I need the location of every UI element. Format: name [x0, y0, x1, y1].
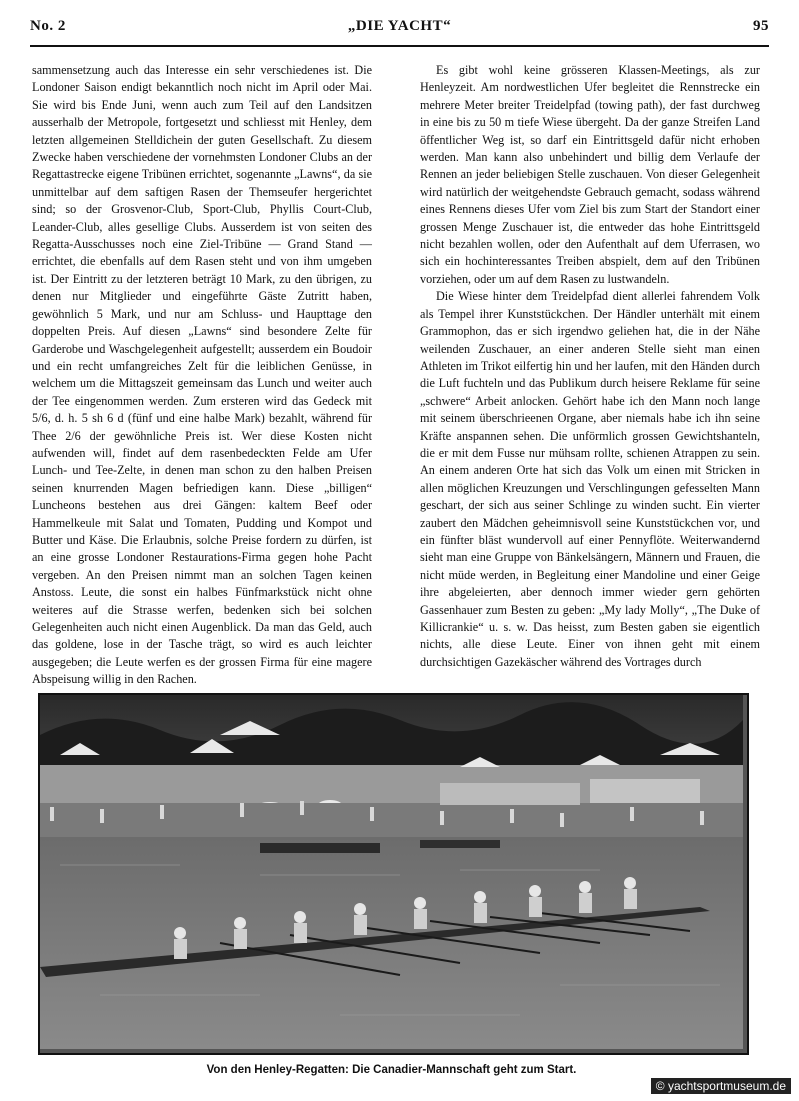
paragraph: Es gibt wohl keine grösseren Klassen-Meetings, als zur Henleyzeit. Am nordwestlichen Ufer begleitet die Rennstrecke ein mehrere Meter breiter Treidelpfad (towing path), der fast durchweg in eine bis zu 50 m tiefe Wiese übergeht. Da der ganze Streifen Land öffentlicher Weg ist, so darf ein Eintrittsgeld dafür nicht erhoben werden. Man kann also unbehindert und billig dem Verlaufe der Rennen an jeder beliebigen Stelle zuschauen. Von dieser Gelegenheit wird natürlich der weitgehendste Gebrauch gemacht, sodass während eines Rennens dieses Ufer vom Ziel bis zum Start der Standort einer grossen Menge Zuschauer ist, die entweder das hohe Eintrittsgeld nicht bezahlen wollen, oder den Aufenthalt auf dem Uferrasen, wo sich ein hochinteressantes Treiben abspielt, dem auf den Tribünen vorziehen, oder um auf dem Rasen zu lustwandeln.	[420, 63, 760, 286]
issue-number: No. 2	[30, 18, 66, 34]
left-column	[32, 62, 372, 687]
journal-title: „DIE YACHT“	[347, 18, 452, 34]
right-column	[420, 62, 760, 674]
regatta-photo	[38, 693, 749, 1055]
paragraph: sammensetzung auch das Interesse ein sehr verschiedenes ist. Die Londoner Saison endigt bekanntlich noch nicht im April oder Mai. Sie wird bis Ende Juni, wenn auch zum Teil auf den Landsitzen ausserhalb der Metropole, fortgesetzt und schliesst mit Henley, dem letzten allgemeinen Stelldichein der guten Gesellschaft. Zu diesem Zwecke haben verschiedene der vornehmsten Londoner Clubs an der Regattastrecke eigene Tribünen errichtet, sogenannte „Lawns“, da sie unmittelbar auf dem saftigen Rasen der Themseufer hergerichtet sind; so der Grosvenor-Club, Sport-Club, Phyllis Court-Club, Leander-Club, alles gesellige Clubs. Ausserdem ist von seiten des Regatta-Ausschusses noch eine Ziel-Tribüne — Grand Stand — errichtet, die ebenfalls auf dem Rasen steht und von ihm umgeben ist. Der Eintritt zu der letzteren beträgt 10 Mark, zu den übrigen, zu denen nur Mitglieder und eingeführte Gäste Zutritt haben, gewöhnlich 5 Mark, und nur am Schluss- und Haupttage den doppelten Preis. Auf diesen „Lawns“ sind besondere Zelte für Garderobe und Waschgelegenheit aufgestellt; ausserdem ein Boudoir und ein recht umfangreiches Zelt für die leiblichen Genüsse, in welchem um die Mittagszeit gemeinsam das Lunch und weiter auch der Tee eingenommen werden. Zum ersteren wird das Gedeck mit 5/6, d. h. 5 sh 6 d (fünf und eine halbe Mark) bezahlt, während für Thee 2/6 der gewöhnliche Preis ist. Wer diese Kosten nicht aufwenden will, findet auf dem rasenbedeckten Felde am Ufer Lunch- und Tee-Zelte, in denen man schon zu den halben Preisen seinen knurrenden Magen befriedigen kann. Diese „billigen“ Luncheons bestehen aus drei Gängen: kaltem Beef oder Hammelkeule mit Salat und Tomaten, Pudding und Kompot und Butter und Käse. Die Erlaubnis, solche Preise fordern zu dürfen, ist an eine grosse Londoner Restaurations-Firma gegen hohe Pacht vergeben. An den Preisen nimmt man an solchen Tagen keinen Anstoss. Leute, die sonst ein halbes Fünfmarkstück nicht ohne weiteres auf die Strasse werfen, bedenken sich bei solchen Gelegenheiten auch nicht einen Augenblick. Da man das Geld, auch das goldene, lose in der Tasche trägt, so wird es auch leichter ausgegeben; die Leute werfen es der grossen Firma für eine magere Abspeisung willig in den Rachen.	[32, 63, 372, 687]
watermark: © yachtsportmuseum.de	[651, 1078, 791, 1094]
paragraph: Die Wiese hinter dem Treidelpfad dient allerlei fahrendem Volk als Tempel ihrer Kunststückchen. Der Händler unterhält mit einem Grammophon, das er sich irgendwo geliehen hat, die in der Nähe weilenden Zuschauer, an einer anderen Stelle sieht man einen Athleten im Trikot eilfertig hin und her laufen, mit den Händen durch die Luft fuchteln und das Publikum durch heisere Reklame für seine „schwere“ Arbeit anlocken. Gehört habe ich den Mann noch lange mit seinem überschrieenen Organe, aber niemals habe ich ihn seine Kräfte anspannen sehen. Die unförmlich grossen Gewichtshanteln, die er mit dem Fusse nur mühsam rollte, schienen Atrappen zu sein. An einem anderen Orte hat sich das Volk um einen mit Stricken in allen möglichen Kreuzungen und Verschlingungen gefesselten Mann geschart, der sich aus seiner Schlinge zu winden sucht. Ein vierter zaubert den Mädchen geheimnisvoll seine Kunststückchen vor, und ein fünfter bläst wundervoll auf einer Pennyflöte. Weiterwandernd sieht man eine Gruppe von Bänkelsängern, Männern und Frauen, die nicht müde werden, in Begleitung einer Mandoline und einer Geige ihre abgeleierten, aber dennoch immer wieder gern gehörten Gassenhauer zum Besten zu geben: „My lady Molly“, „The Duke of Killicrankie“ u. s. w. Das heisst, zum Besten gaben sie eigentlich nichts, alle diese Leute. Einer von ihnen geht mit einem durchsichtigen Gazekäscher während des Vortrages durch	[420, 289, 760, 669]
photo-caption: Von den Henley-Regatten: Die Canadier-Mannschaft geht zum Start.	[206, 1064, 577, 1076]
header-rule	[30, 45, 769, 47]
page-header	[30, 14, 769, 40]
page-number: 95	[753, 18, 769, 34]
